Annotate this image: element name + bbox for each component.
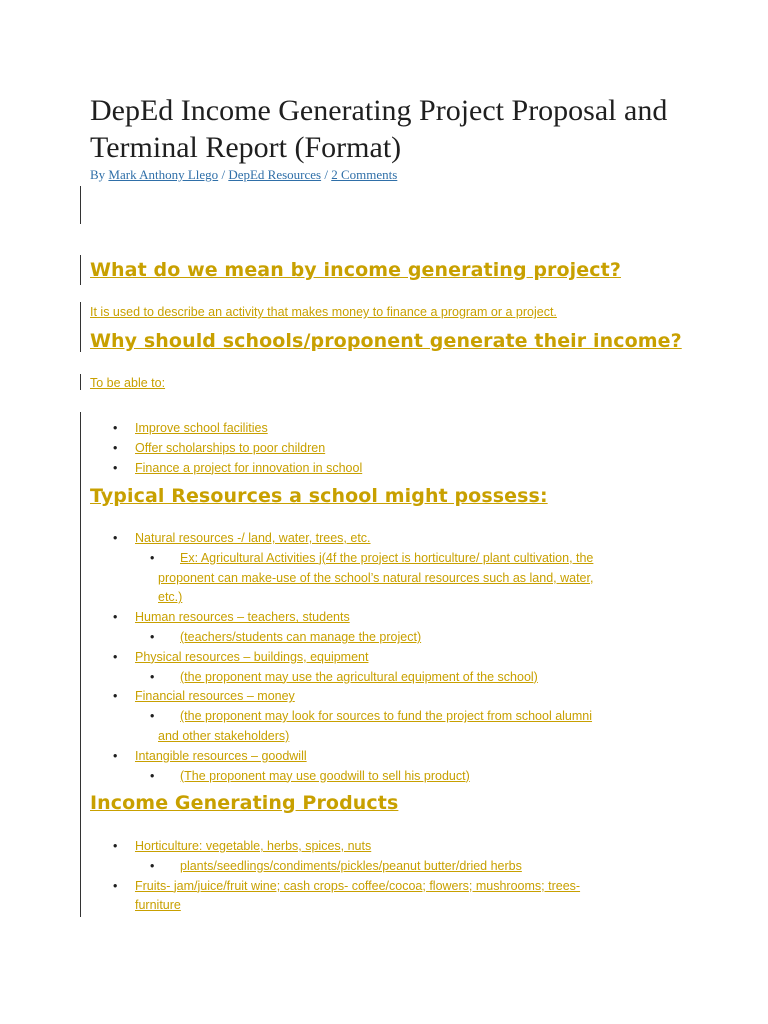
sub-list-continuation <box>0 569 695 589</box>
section-heading-resources: Typical Resources a school might possess: <box>90 485 548 507</box>
byline <box>90 167 397 183</box>
list-item-continuation <box>0 896 695 916</box>
sub-list-text: (the proponent may use the agricultural equipment of the school) <box>180 669 538 684</box>
list-item: • Human resources – teachers, students <box>135 608 695 628</box>
list-item: • Horticulture: vegetable, herbs, spices, nuts <box>135 837 695 857</box>
comments-link[interactable]: 2 Comments <box>331 167 398 182</box>
sub-list-item <box>0 857 695 877</box>
sub-list-text: plants/seedlings/condiments/pickles/peanut butter/dried herbs <box>180 858 522 873</box>
list-item: • Fruits- jam/juice/fruit wine; cash crops- coffee/cocoa; flowers; mushrooms; trees- <box>135 877 695 897</box>
category-link[interactable]: DepEd Resources <box>228 167 322 182</box>
why-intro: To be able to: <box>90 376 166 390</box>
sub-bullet: • <box>150 858 155 873</box>
sub-list-text: and other stakeholders) <box>158 728 290 743</box>
meaning-text: It is used to describe an activity that makes money to finance a program or a project. <box>90 305 557 319</box>
resources-list <box>135 529 695 786</box>
list-item: • Physical resources – buildings, equipment <box>135 648 695 668</box>
section-heading-meaning: What do we mean by income generating project? <box>90 259 621 281</box>
list-item: • Offer scholarships to poor children <box>135 439 362 459</box>
sub-bullet: • <box>150 669 155 684</box>
sub-list-text: proponent can make-use of the school’s natural resources such as land, water, <box>158 570 594 585</box>
document-title: DepEd Income Generating Project Proposal and Terminal Report (Format) <box>90 94 668 164</box>
sub-list-text: (the proponent may look for sources to fund the project from school alumni <box>180 709 593 724</box>
byline-separator: / <box>221 167 226 182</box>
text-cursor-mark <box>80 374 81 390</box>
sub-list-continuation <box>0 727 695 747</box>
list-item-text: furniture <box>135 898 181 913</box>
author-link[interactable]: Mark Anthony Llego <box>108 167 219 182</box>
section-heading-products: Income Generating Products <box>90 792 399 814</box>
sub-list-item <box>0 628 695 648</box>
sub-bullet: • <box>150 768 155 783</box>
sub-list-item <box>0 767 695 787</box>
sub-list-text: Ex: Agricultural Activities j(4f the project is horticulture/ plant cultivation, the <box>180 550 594 565</box>
byline-separator: / <box>324 167 328 182</box>
sub-list-item <box>0 668 695 688</box>
products-list <box>135 837 695 916</box>
sub-list-item <box>0 549 695 569</box>
sub-list-item <box>0 707 695 727</box>
sub-bullet: • <box>150 550 155 565</box>
why-list <box>135 419 362 478</box>
text-cursor-mark <box>80 412 81 917</box>
byline-prefix: By <box>90 167 106 182</box>
sub-bullet: • <box>150 709 155 724</box>
text-cursor-mark <box>80 302 81 352</box>
section-heading-why: Why should schools/proponent generate their income? <box>90 330 682 352</box>
sub-list-text: etc.) <box>158 590 183 605</box>
list-item: • Natural resources -/ land, water, trees, etc. <box>135 529 695 549</box>
sub-list-text: (teachers/students can manage the project) <box>180 629 422 644</box>
list-item: • Intangible resources – goodwill <box>135 747 695 767</box>
list-item: • Financial resources – money <box>135 687 695 707</box>
list-item: • Improve school facilities <box>135 419 362 439</box>
sub-list-continuation <box>0 588 695 608</box>
list-item: • Finance a project for innovation in school <box>135 459 362 479</box>
text-cursor-mark <box>80 255 81 285</box>
text-cursor-mark <box>80 186 81 224</box>
sub-bullet: • <box>150 629 155 644</box>
sub-list-text: (The proponent may use goodwill to sell his product) <box>180 768 470 783</box>
